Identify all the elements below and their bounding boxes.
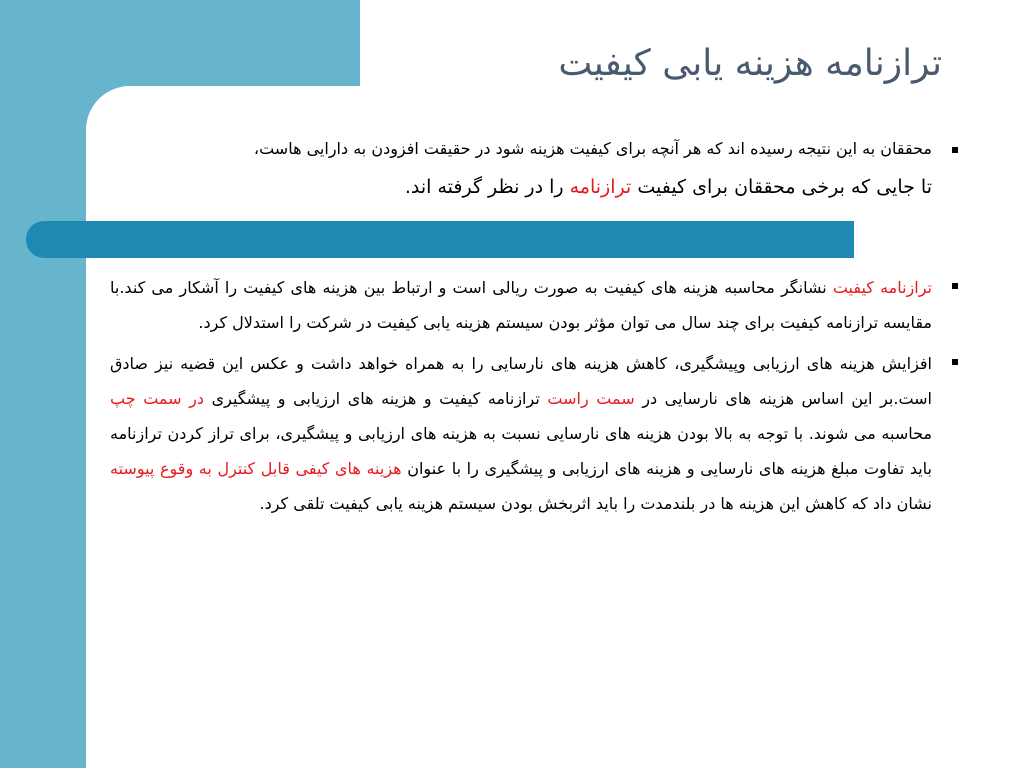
bullet-item-2 bbox=[110, 270, 950, 340]
bullet1-line2-start: تا جایی که برخی محققان برای کیفیت bbox=[631, 176, 932, 198]
bullet-item-1 bbox=[110, 134, 950, 210]
bullet3-part4: نشان داد که کاهش این هزینه ها در بلندمدت را باید اثربخش بودن سیستم هزینه یابی کیفیت تلقی کرد. bbox=[259, 494, 932, 513]
bullet1-line2-end: را در نظر گرفته اند. bbox=[404, 176, 570, 198]
bullet3-highlight-right-side: سمت راست bbox=[547, 389, 635, 408]
section-divider-bar bbox=[26, 221, 854, 258]
left-decor-band bbox=[0, 0, 86, 768]
intro-bullet-list bbox=[110, 134, 950, 210]
main-bullet-list bbox=[110, 270, 950, 521]
intro-text-block bbox=[110, 134, 950, 216]
bullet3-highlight-controllable-costs: هزینه های کیفی قابل کنترل به وقوع پیوسته bbox=[110, 459, 402, 478]
bullet2-text: نشانگر محاسبه هزینه های کیفیت به صورت ریالی است و ارتباط بین هزینه های کیفیت را آشکار می کند.با مقایسه ترازنامه کیفیت برای چند سال می توان مؤثر بودن سیستم هزینه یابی کیفیت در شرکت را استدلال کرد. bbox=[110, 278, 932, 332]
main-text-block bbox=[110, 270, 950, 527]
bullet3-part1: افزایش هزینه های ارزیابی وپیشگیری، کاهش هزینه های نارسایی را به همراه خواهد داشت و عکس این قضیه نیز صادق است.بر این اساس هزینه های نارسایی در bbox=[110, 354, 933, 408]
bullet2-highlight: ترازنامه کیفیت bbox=[832, 278, 933, 297]
bullet1-line1: محققان به این نتیجه رسیده اند که هر آنچه برای کیفیت هزینه شود در حقیقت افزودن به دارایی هاست، bbox=[253, 139, 932, 158]
bullet3-part3: محاسبه می شوند. با توجه به بالا بودن هزینه های نارسایی نسبت به هزینه های ارزیابی و پیشگیری، برای تراز کردن ترازنامه باید تفاوت مبلغ هزینه های نارسایی و هزینه های ارزیابی و پیشگیری را با عنوان bbox=[110, 424, 932, 478]
bullet3-part2: ترازنامه کیفیت و هزینه های ارزیابی و پیشگیری bbox=[204, 389, 548, 408]
bullet1-highlight: ترازنامه bbox=[569, 176, 632, 198]
slide-title: ترازنامه هزینه یابی کیفیت bbox=[558, 43, 942, 84]
bullet1-line2 bbox=[110, 164, 932, 210]
bullet3-highlight-left-side: در سمت چپ bbox=[110, 389, 205, 408]
bullet-item-3 bbox=[110, 346, 950, 521]
